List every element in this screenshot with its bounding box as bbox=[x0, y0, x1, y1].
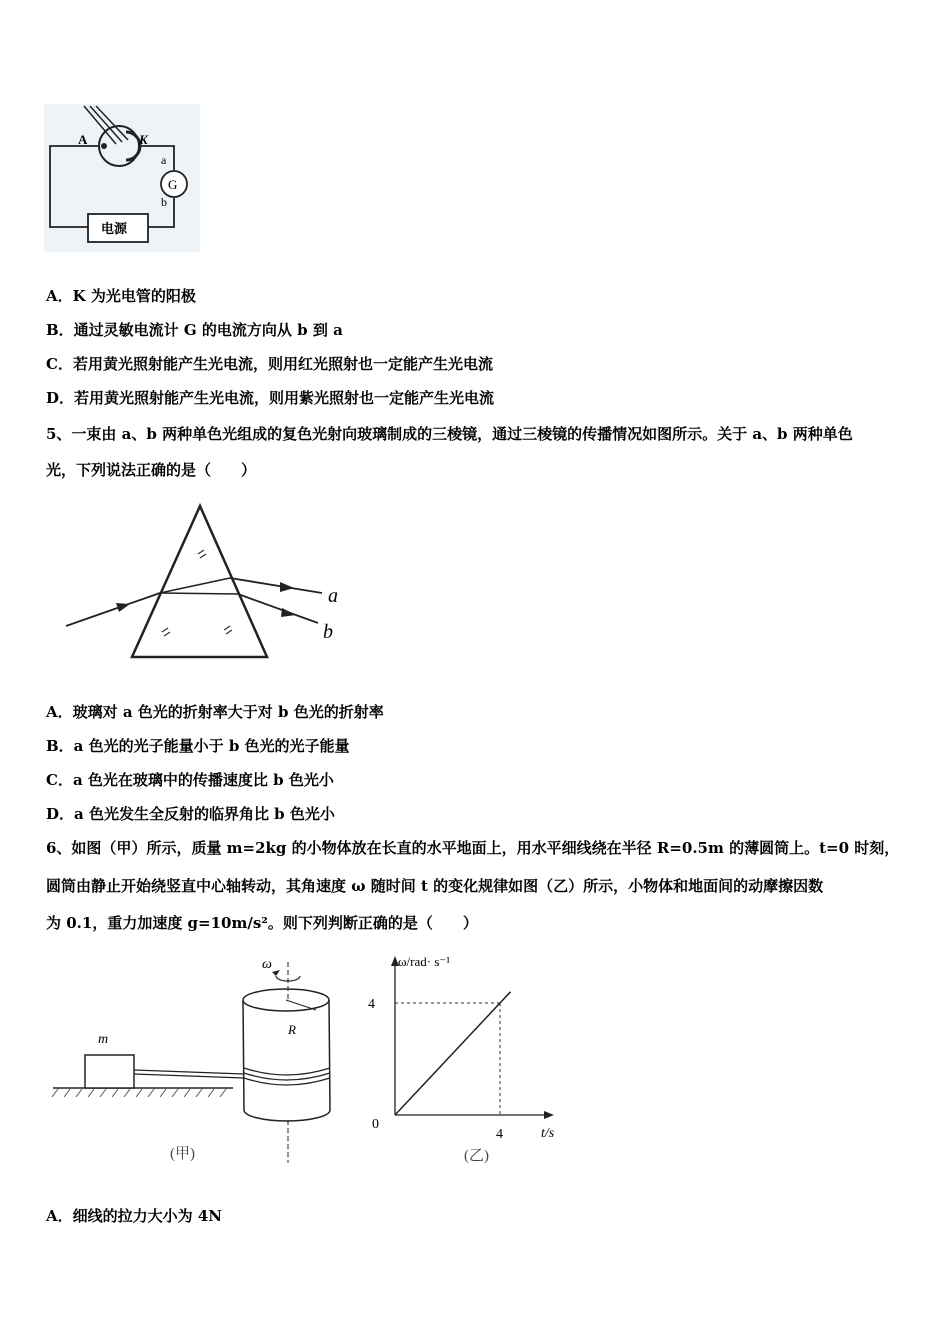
origin-label: 0 bbox=[372, 1117, 379, 1132]
q5-option-a: A．玻璃对 a 色光的折射率大于对 b 色光的折射率 bbox=[46, 703, 384, 721]
q6-stem-line1: 6、如图（甲）所示，质量 m=2kg 的小物体放在长直的水平地面上，用水平细线绕在半径 R=0.5m 的薄圆筒上。t=0 时刻， bbox=[46, 839, 900, 857]
q5-option-b: B．a 色光的光子能量小于 b 色光的光子能量 bbox=[46, 737, 350, 755]
figure-jia-caption: (甲) bbox=[170, 1146, 195, 1162]
q6-stem-line3: 为 0.1，重力加速度 g=10m/s²。则下列判断正确的是（ ） bbox=[46, 914, 478, 932]
q5-option-c: C．a 色光在玻璃中的传播速度比 b 色光小 bbox=[46, 771, 334, 789]
power-supply-label: 电源 bbox=[101, 221, 128, 236]
photoelectric-circuit-figure bbox=[44, 104, 200, 252]
label-K: K bbox=[139, 132, 148, 147]
figure-yi-graph bbox=[360, 950, 570, 1168]
figure-jia-cylinder bbox=[48, 950, 348, 1168]
label-a: a bbox=[161, 153, 167, 167]
q4-option-b: B．通过灵敏电流计 G 的电流方向从 b 到 a bbox=[46, 321, 343, 339]
label-A: A bbox=[78, 132, 88, 147]
prism-figure bbox=[60, 500, 360, 665]
q6-option-a: A．细线的拉力大小为 4N bbox=[46, 1207, 223, 1225]
omega-label: ω bbox=[262, 957, 272, 972]
x-tick-4: 4 bbox=[496, 1127, 503, 1142]
q5-stem-line1: 5、一束由 a、b 两种单色光组成的复色光射向玻璃制成的三棱镜，通过三棱镜的传播情况如图所示。关于 a、b 两种单色 bbox=[46, 425, 853, 443]
q5-option-d: D．a 色光发生全反射的临界角比 b 色光小 bbox=[46, 805, 335, 823]
q4-option-d: D．若用黄光照射能产生光电流，则用紫光照射也一定能产生光电流 bbox=[46, 389, 495, 407]
ray-b-label: b bbox=[323, 621, 333, 643]
label-b: b bbox=[161, 195, 167, 209]
q5-stem-line2: 光，下列说法正确的是（ ） bbox=[46, 461, 257, 479]
figure-yi-caption: (乙) bbox=[464, 1148, 489, 1164]
q4-option-c: C．若用黄光照射能产生光电流，则用红光照射也一定能产生光电流 bbox=[46, 355, 493, 373]
y-tick-4: 4 bbox=[368, 997, 375, 1012]
q6-stem-line2: 圆筒由静止开始绕竖直中心轴转动，其角速度 ω 随时间 t 的变化规律如图（乙）所示，小物体和地面间的动摩擦因数 bbox=[46, 877, 824, 895]
radius-label: R bbox=[288, 1022, 296, 1037]
y-axis-label: ω/rad· s⁻¹ bbox=[398, 954, 451, 969]
ray-a-label: a bbox=[328, 585, 338, 607]
mass-label: m bbox=[98, 1032, 109, 1047]
galvanometer-label: G bbox=[168, 177, 178, 192]
omega-vs-time-line bbox=[395, 992, 511, 1115]
q4-option-a: A．K 为光电管的阳极 bbox=[46, 287, 196, 305]
x-axis-label: t/s bbox=[541, 1126, 555, 1141]
